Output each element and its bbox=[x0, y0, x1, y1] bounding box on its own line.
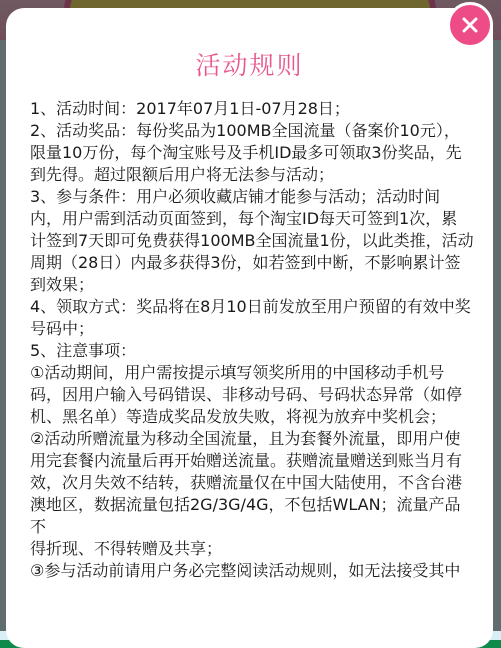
rule-note-3: ③参与活动前请用户务必完整阅读活动规则，如无法接受其中 bbox=[30, 561, 461, 580]
rule-item-time: 1、活动时间：2017年07月1日-07月28日； bbox=[30, 99, 350, 118]
rule-item-notes-heading: 5、注意事项： bbox=[30, 341, 137, 360]
rule-note-1: ①活动期间，用户需按提示填写领奖所用的中国移动手机号 码，因用户输入号码错误、非移动号码、号码状态异常（如停 机、黑名单）等造成奖品发放失败，将视为放弃中奖机会； bbox=[30, 363, 463, 426]
rules-dialog bbox=[6, 8, 493, 648]
close-icon bbox=[460, 15, 480, 35]
rule-item-conditions: 3、参与条件：用户必须收藏店铺才能参与活动；活动时间 内，用户需到活动页面签到，每个淘宝ID每天可签到1次，累 计签到7天即可免费获得100MB全国流量1份，以此类推，活动 周期（28日）内最多获得3份，如若签到中断，不影响累计签 到效果； bbox=[30, 187, 474, 294]
dialog-title: 活动规则 bbox=[195, 51, 304, 80]
rule-item-claim: 4、领取方式：奖品将在8月10日前发放至用户预留的有效中奖 号码中； bbox=[30, 297, 471, 338]
rule-item-prize: 2、活动奖品：每份奖品为100MB全国流量（备案价10元）， 限量10万份，每个淘宝账号及手机ID最多可领取3份奖品，先 到先得。超过限额后用户将无法参与活动； bbox=[30, 121, 462, 184]
close-button[interactable] bbox=[447, 2, 493, 48]
rule-note-2: ②活动所赠流量为移动全国流量，且为套餐外流量，即用户使 用完套餐内流量后再开始赠送流量。获赠流量赠送到账当月有 效，次月失效不结转，获赠流量仅在中国大陆使用，不含台港 澳地区，数据流量包括2G/3G/4G，不包括WLAN；流量产品不 得折现、不得转赠及共享； bbox=[30, 429, 463, 558]
rules-text bbox=[30, 98, 474, 582]
